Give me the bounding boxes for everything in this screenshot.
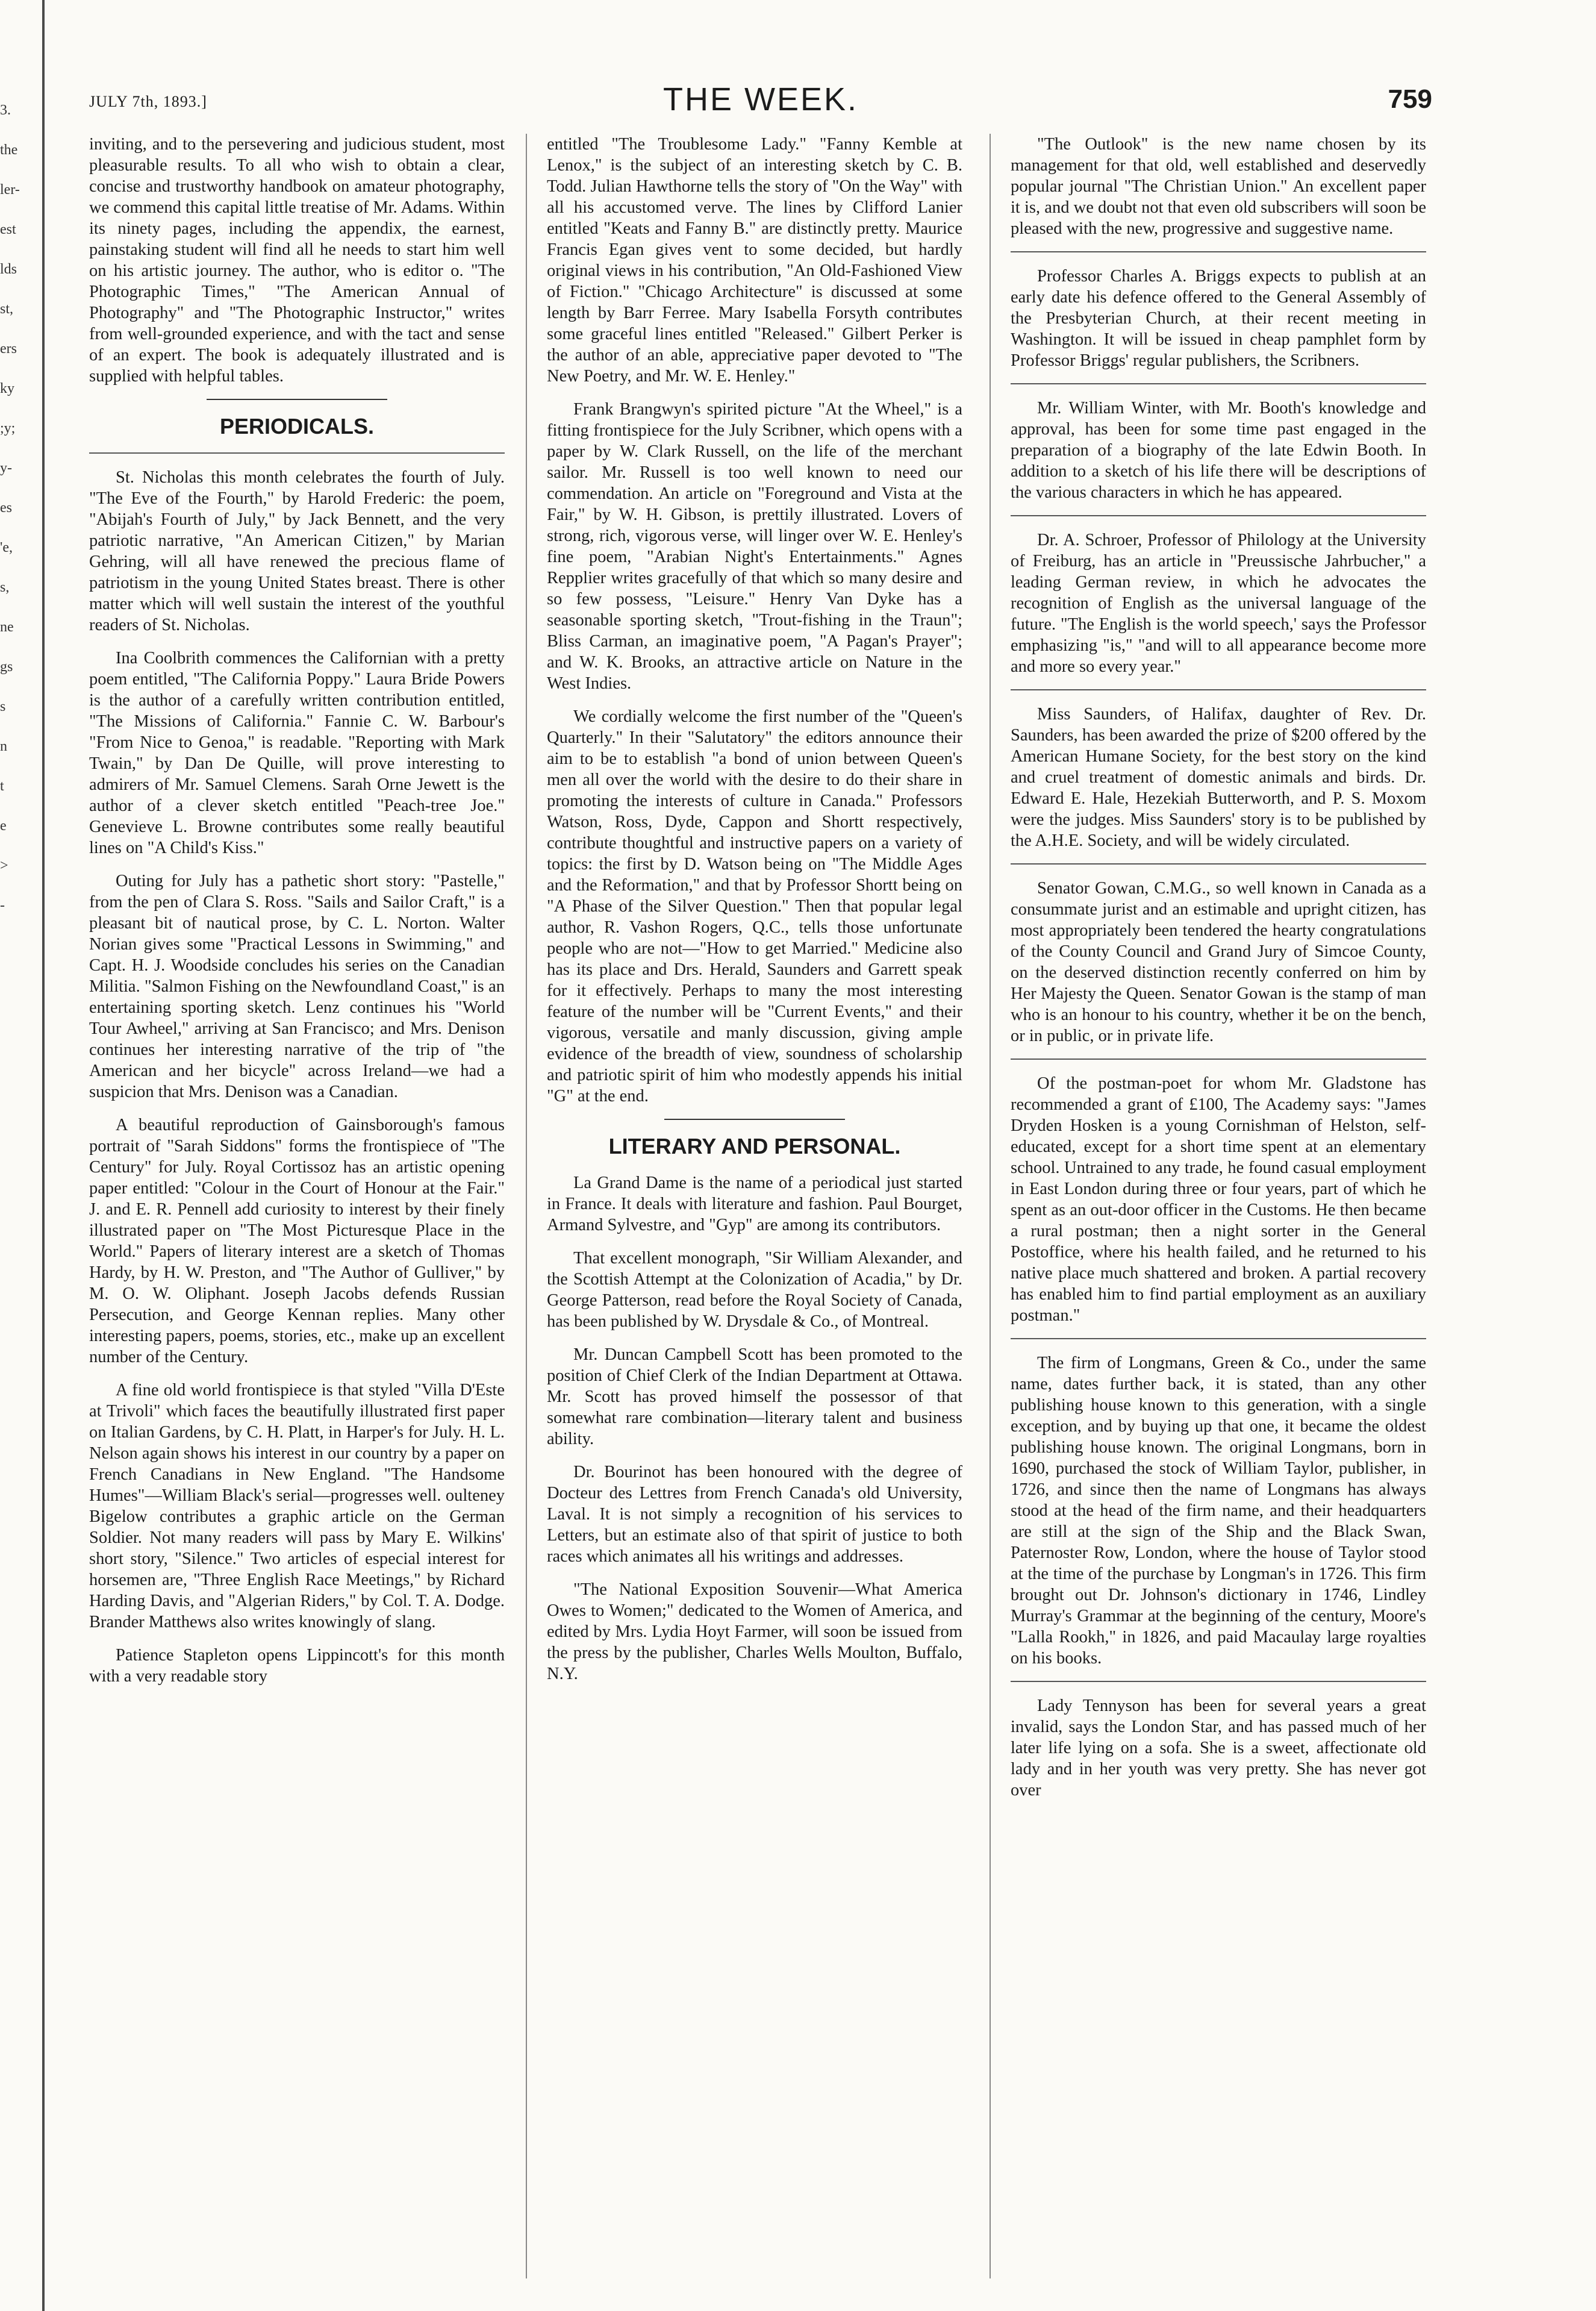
margin-fragment: 3. [0,102,11,118]
page-header [89,81,1432,129]
paragraph-st-nicholas: St. Nicholas this month celebrates the fourth of July. "The Eve of the Fourth," by Harold Frederic: the poem, "Abijah's Fourth of July," by Jack Bennett, and the very patriotic narrative, "An American Citizen," by Marian Gehring, will all have renewed the precious flame of patriotism in the young United States breast. There is other matter which will well sustain the interest of the youthful readers of St. Nicholas. [89,468,505,634]
divider [1011,689,1426,690]
margin-fragment: t [0,778,4,794]
column-rule [526,134,527,2278]
margin-fragment: y- [0,460,12,476]
divider [1011,863,1426,865]
paragraph-scribner: Frank Brangwyn's spirited picture "At the Wheel," is a fitting frontispiece for the July Scribner, which opens with a paper by W. Clark Russell, on the life of the merchant sailor. Mr. Russell is too well known to need our commendation. An article on "Foreground and Vista at the Fair," by W. H. Gibson, is prettily illustrated. Lovers of strong, rich, vigorous verse, will linger over W. E. Henley's fine poem, "Arabian Night's Entertainments." Agnes Repplier writes gracefully of that which so many desire and so few possess, "Leisure." Henry Van Dyke has a seasonable sporting sketch, "Trout-fishing in the Traun"; Bliss Carman, an imaginative poem, "A Pagan's Prayer"; and W. K. Brooks, an attractive article on Nature in the West Indies. [547,400,962,693]
margin-fragment: - [0,898,5,913]
paragraph-century: A beautiful reproduction of Gainsborough's famous portrait of "Sarah Siddons" forms the frontispiece of "The Century" for July. Royal Cortissoz has an artistic opening paper entitled: "Colour in the Court of Honour at the Fair." J. and E. R. Pennell add curiosity to interest by their finely illustrated paper on "The Most Picturesque Place in the World." Papers of literary interest are a sketch of Thomas Hardy, by H. W. Preston, and "The Author of Gulliver," by M. O. W. Oliphant. Joseph Jacobs defends Russian Persecution, and George Kennan replies. Many other interesting papers, poems, stories, etc., make up an excellent number of the Century. [89,1116,505,1366]
review-continuation: inviting, and to the persevering and judicious student, most pleasurable results. To all who wish to obtain a clear, concise and trustworthy handbook on amateur photography, we commend this capital little treatise of Mr. Adams. Within its ninety pages, including the appendix, the earnest, painstaking student will find all he needs to start him well on his artistic journey. The author, who is editor o. "The Photographic Times," "The American Annual of Photography" and "The Photographic Instructor," writes from well-grounded experience, and with the tact and sense of an expert. The book is adequately illustrated and is supplied with helpful tables. [89,135,505,386]
margin-fragment: 'e, [0,540,13,555]
margin-fragment: e [0,818,7,834]
paragraph-bourinot: Dr. Bourinot has been honoured with the degree of Docteur des Lettres from French Canada's old University, Laval. It is not simply a recognition of his services to Letters, but an estimate also of that spirit of justice to both races which animates all his writings and addresses. [547,1463,962,1566]
margin-fragment: lds [0,261,17,277]
paragraph-lippincotts-continued: entitled "The Troublesome Lady." "Fanny Kemble at Lenox," is the subject of an interesting sketch by C. B. Todd. Julian Hawthorne tells the story of "On the Way" with all his accustomed verve. The lines by Clifford Lanier entitled "Keats and Fanny B." are distinctly pretty. Maurice Francis Egan gives vent to some decided, but hardly original views in his contribution, "An Old-Fashioned View of Fiction." "Chicago Architecture" is discussed at some length by Barr Ferree. Mary Isabella Forsyth contributes some graceful lines entitled "Released." Gilbert Perker is the author of an able, appreciative paper devoted to "The New Poetry, and Mr. W. E. Henley." [547,135,962,386]
margin-fragment: s, [0,580,10,595]
article-columns [89,134,1432,2278]
section-heading-literary-personal: LITERARY AND PERSONAL. [608,1134,901,1159]
divider [1011,383,1426,384]
margin-fragment: ne [0,619,14,635]
divider [1011,515,1426,516]
margin-fragment: > [0,858,8,874]
divider [1011,251,1426,252]
paragraph-harpers: A fine old world frontispiece is that styled "Villa D'Este at Trivoli" which faces the beautifully illustrated first paper on Italian Gardens, by C. H. Platt, in Harper's for July. H. L. Nelson again shows his interest in our country by a paper on French Canadians in New England. "The Handsome Humes"—William Black's serial—progresses well. oulteney Bigelow contributes a graphic article on the German Soldier. Not many readers will pass by Mary E. Wilkins' short story, "Silence." Two articles of especial interest for horsemen are, "Three English Race Meetings," by Richard Harding Davis, and "Algerian Riders," by Col. T. A. Dodge. Brander Matthews also writes knowingly of slang. [89,1381,505,1631]
divider [1011,1059,1426,1060]
paragraph-schroer: Dr. A. Schroer, Professor of Philology at the University of Freiburg, has an article in "Preussische Jahrbucher," a leading German review, in which he advocates the recognition of English as the universal language of the future. "The English is the world speech,' says the Professor emphasizing "is," "and will to all appearance become more and more so every year." [1011,531,1426,676]
paragraph-longmans: The firm of Longmans, Green & Co., under the same name, dates further back, it is stated, than any other publishing house known to this generation, with a single exception, and by buying up that one, it became the oldest publishing house known. The original Longmans, born in 1690, purchased the stock of William Taylor, publisher, in 1726, and since then the name of Longmans has always stood at the head of the firm name, and their headquarters are still at the sign of the Ship and the Black Swan, Paternoster Row, London, where the house of Taylor stood at the time of the purchase by Longman's in 1726. This firm brought out Dr. Johnson's dictionary in 1746, Lindley Murray's Grammar at the beginning of the century, Moore's "Lalla Rookh," in 1826, and paid Macaulay large royalties on his books. [1011,1354,1426,1668]
paragraph-gowan: Senator Gowan, C.M.G., so well known in Canada as a consummate jurist and an estimable and upright citizen, has most appropriately been tendered the hearty congratulations of the County Council and Grand Jury of Simcoe County, on the deserved distinction recently conferred on him by Her Majesty the Queen. Senator Gowan is the stamp of man who is an honour to his country, whether it be on the bench, or in public, or in private life. [1011,879,1426,1045]
divider [664,1119,845,1120]
issue-date: JULY 7th, 1893.] [89,93,207,110]
paragraph-outing: Outing for July has a pathetic short story: "Pastelle," from the pen of Clara S. Ross. "Sails and Sailor Craft," is a pleasant bit of nautical prose, by C. L. Norton. Walter Norian gives some "Practical Lessons in Swimming," and Capt. H. J. Woodside concludes his series on the Canadian Militia. "Salmon Fishing on the Newfoundland Coast," is an entertaining sporting sketch. Lenz continues his "World Tour Awheel," arriving at San Francisco; and Mrs. Denison continues her interesting narrative of the trip of "the American and her bicycle" across Ireland—we had a suspicion that Mrs. Denison was a Canadian. [89,872,505,1101]
binding-edge [42,0,45,2311]
paragraph-saunders: Miss Saunders, of Halifax, daughter of Rev. Dr. Saunders, has been awarded the prize of $200 offered by the American Humane Society, for the best story on the kind and cruel treatment of domestic animals and birds. Dr. Edward E. Hale, Hezekiah Butterworth, and P. S. Moxom were the judges. Miss Saunders' story is to be published by the A.H.E. Society, and will be widely circulated. [1011,705,1426,850]
margin-fragment: es [0,500,12,516]
facing-page-margin-fragments [0,90,37,925]
divider [207,399,387,400]
paragraph-duncan-campbell-scott: Mr. Duncan Campbell Scott has been promoted to the position of Chief Clerk of the Indian Department at Ottawa. Mr. Scott has proved himself the possessor of that somewhat rare combination—literary talent and business ability. [547,1345,962,1448]
section-heading-periodicals: PERIODICALS. [219,414,375,439]
column-rule [990,134,991,2278]
paragraph-californian: Ina Coolbrith commences the Californian with a pretty poem entitled, "The California Poppy." Laura Bride Powers is the author of a carefully written contribution entitled, "The Missions of California." Fannie C. W. Barbour's "From Nice to Genoa," is readable. "Reporting with Mark Twain," by Dan De Quille, will prove interesting to admirers of Mr. Samuel Clemens. Sarah Orne Jewett is the author of a clever sketch entitled "Peach-tree Joe." Genevieve L. Browne contributes some really beautiful lines on "A Child's Kiss." [89,649,505,857]
paragraph-winter: Mr. William Winter, with Mr. Booth's knowledge and approval, has been for some time past engaged in the preparation of a biography of the late Edwin Booth. In addition to a sketch of his life there will be descriptions of the various characters in which he has appeared. [1011,399,1426,502]
margin-fragment: gs [0,659,13,675]
paragraph-postman-poet: Of the postman-poet for whom Mr. Gladstone has recommended a grant of £100, The Academy says: "James Dryden Hosken is a young Cornishman of Helston, self-educated, except for a short time spent at an elementary school. Untrained to any trade, he found casual employment in East London during three or four years, part of which he spent as an out-door officer in the Customs. He then became a rural postman; then a night sorter in the General Postoffice, where his health failed, and he returned to his native place much shattered and broken. A partial recovery has enabled him to find partial employment as an auxiliary postman." [1011,1074,1426,1325]
paragraph-outlook: "The Outlook" is the new name chosen by its management for that old, well established and deservedly popular journal "The Christian Union." An excellent paper it is, and we doubt not that even old subscribers will soon be pleased with the new, progressive and suggestive name. [1011,135,1426,238]
divider [1011,1338,1426,1339]
column-2 [547,134,962,2278]
journal-title: THE WEEK. [662,81,859,117]
divider [89,452,505,454]
paragraph-la-grand-dame: La Grand Dame is the name of a periodical just started in France. It deals with literature and fashion. Paul Bourget, Armand Sylvestre, and "Gyp" are among its contributors. [547,1174,962,1234]
paragraph-queens-quarterly: We cordially welcome the first number of the "Queen's Quarterly." In their "Salutatory" the editors announce their aim to be to establish "a bond of union between Queen's men all over the world with the desire to do their share in promoting the interests of culture in Canada." Professors Watson, Ross, Dyde, Cappon and Shortt respectively, contribute thoughtful and instructive papers on a variety of topics: the first by D. Watson being on "The Middle Ages and the Reformation," and that by Professor Shortt being on "A Phase of the Silver Question." Then that popular legal author, R. Vashon Rogers, Q.C., tells those unfortunate people who are not—"How to get Married." Medicine also has its place and Drs. Herald, Saunders and Garrett speak for it effectively. Perhaps to many the most interesting feature of the number will be "Current Events," and their vigorous, versatile and manly discussion, giving ample evidence of the breadth of view, soundness of scholarship and patriotic spirit of him who modestly appends his initial "G" at the end. [547,707,962,1105]
page-number: 759 [1388,84,1432,114]
margin-fragment: ers [0,341,17,357]
paragraph-briggs: Professor Charles A. Briggs expects to publish at an early date his defence offered to the General Assembly of the Presbyterian Church, at their recent meeting in Washington. It will be issued in cheap pamphlet form by Professor Briggs' regular publishers, the Scribners. [1011,267,1426,370]
margin-fragment: ky [0,381,14,396]
margin-fragment: s [0,699,6,715]
column-1 [89,134,505,2278]
paragraph-tennyson: Lady Tennyson has been for several years a great invalid, says the London Star, and has passed much of her later life lying on a sofa. She is a sweet, affectionate old lady and in her youth was very pretty. She has never got over [1011,1697,1426,1800]
paragraph-exposition-souvenir: "The National Exposition Souvenir—What America Owes to Women;" dedicated to the Women of America, and edited by Mrs. Lydia Hoyt Farmer, will soon be issued from the press by the publisher, Charles Wells Moulton, Buffalo, N.Y. [547,1580,962,1683]
column-3 [1011,134,1426,2278]
margin-fragment: the [0,142,18,158]
divider [1011,1681,1426,1682]
margin-fragment: est [0,222,16,237]
margin-fragment: st, [0,301,14,317]
paragraph-monograph: That excellent monograph, "Sir William Alexander, and the Scottish Attempt at the Colonization of Acadia," by Dr. George Patterson, read before the Royal Society of Canada, has been published by W. Drysdale & Co., of Montreal. [547,1249,962,1331]
margin-fragment: ;y; [0,421,16,436]
paragraph-lippincotts: Patience Stapleton opens Lippincott's for this month with a very readable story [89,1646,505,1686]
margin-fragment: n [0,739,7,754]
margin-fragment: ler- [0,182,20,198]
